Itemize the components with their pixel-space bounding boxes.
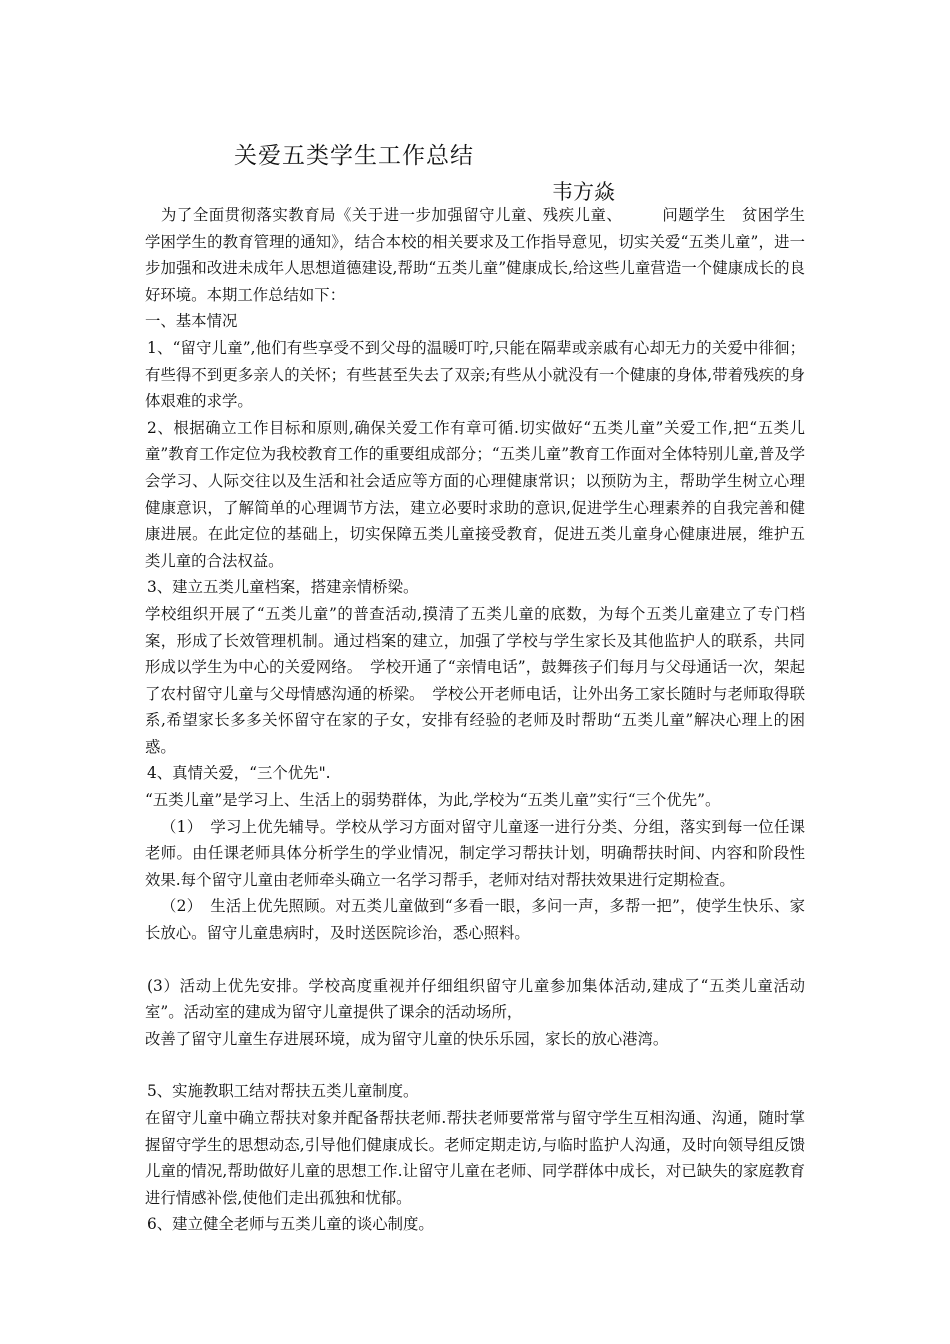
item-4-heading: 4、真情关爱，“三个优先". — [147, 764, 331, 783]
item-5-heading: 5、实施教职工结对帮扶五类儿童制度。 — [147, 1082, 419, 1101]
item-3-heading: 3、建立五类儿童档案，搭建亲情桥梁。 — [147, 578, 419, 597]
document-title: 关爱五类学生工作总结 — [234, 143, 474, 169]
author-name: 韦方焱 — [552, 180, 615, 204]
priority-3-continuation: 改善了留守儿童生存进展环境，成为留守儿童的快乐乐园，家长的放心港湾。 — [145, 1029, 669, 1048]
item-5-paragraph: 在留守儿童中确立帮扶对象并配备帮扶老师.帮扶老师要常常与留守学生互相沟通、沟通，随时掌握留守学生的思想动态,引导他们健康成长。老师定期走访,与临时监护人沟通，及时向领导组反馈儿童的情况,帮助做好儿童的思想工作.让留守儿童在老师、同学群体中成长，对已缺失的家庭教育进行情感补偿,使他们走出孤独和忧郁。 — [145, 1109, 805, 1207]
item-2-paragraph: 2、根据确立工作目标和原则,确保关爱工作有章可循.切实做好“五类儿童”关爱工作,把“五类儿童”教育工作定位为我校教育工作的重要组成部分；“五类儿童”教育工作面对全体特别儿童,普及学会学习、人际交往以及生活和社会适应等方面的心理健康常识；以预防为主，帮助学生树立心理健康意识，了解简单的心理调节方法，建立必要时求助的意识,促进学生心理素养的自我完善和健康进展。在此定位的基础上，切实保障五类儿童接受教育，促进五类儿童身心健康进展，维护五类儿童的合法权益。 — [145, 418, 805, 570]
item-6-heading: 6、建立健全老师与五类儿童的谈心制度。 — [147, 1215, 434, 1234]
item-4-intro-paragraph: “五类儿童”是学习上、生活上的弱势群体，为此,学校为“五类儿童”实行“三个优先”。 — [145, 791, 721, 810]
priority-3-paragraph: (3）活动上优先安排。学校高度重视并仔细组织留守儿童参加集体活动,建成了“五类儿童活动室”。活动室的建成为留守儿童提供了课余的活动场所， — [145, 976, 805, 1022]
item-1-paragraph: 1、“留守儿童”,他们有些享受不到父母的温暖叮咛,只能在隔辈或亲戚有心却无力的关爱中徘徊；有些得不到更多亲人的关怀；有些甚至失去了双亲;有些从小就没有一个健康的身体,带着残疾的身体艰难的求学。 — [145, 338, 805, 411]
item-3-paragraph: 学校组织开展了“五类儿童”的普查活动,摸清了五类儿童的底数，为每个五类儿童建立了专门档案，形成了长效管理机制。通过档案的建立，加强了学校与学生家长及其他监护人的联系，共同形成以学生为中心的关爱网络。 学校开通了“亲情电话”，鼓舞孩子们每月与父母通话一次，架起了农村留守儿童与父母情感沟通的桥梁。 学校公开老师电话，让外出务工家长随时与老师取得联系,希望家长多多关怀留守在家的子女，安排有经验的老师及时帮助“五类儿童”解决心理上的困惑。 — [145, 604, 805, 756]
section-heading-basic: 一、基本情况 — [145, 312, 238, 331]
paragraph-spacer — [145, 947, 805, 973]
paragraph-spacer — [145, 1052, 805, 1078]
intro-paragraph: 为了全面贯彻落实教育局《关于进一步加强留守儿童、残疾儿童、 问题学生 贫困学生 学困学生的教育管理的通知》，结合本校的相关要求及工作指导意见，切实关爱“五类儿童”，进一步加强和改进未成年人思想道德建设,帮助“五类儿童”健康成长,给这些儿童营造一个健康成长的良好环境。本期工作总结如下： — [145, 206, 821, 304]
document-body — [145, 202, 821, 1238]
priority-2-paragraph: （2） 生活上优先照顾。对五类儿童做到“多看一眼，多问一声，多帮一把”，使学生快乐、家长放心。留守儿童患病时，及时送医院诊治，悉心照料。 — [145, 897, 805, 943]
priority-1-paragraph: （1） 学习上优先辅导。学校从学习方面对留守儿童逐一进行分类、分组，落实到每一位任课老师。由任课老师具体分析学生的学业情况，制定学习帮扶计划，明确帮扶时间、内容和阶段性效果.每个留守儿童由老师牵头确立一名学习帮手，老师对结对帮扶效果进行定期检查。 — [145, 817, 805, 889]
